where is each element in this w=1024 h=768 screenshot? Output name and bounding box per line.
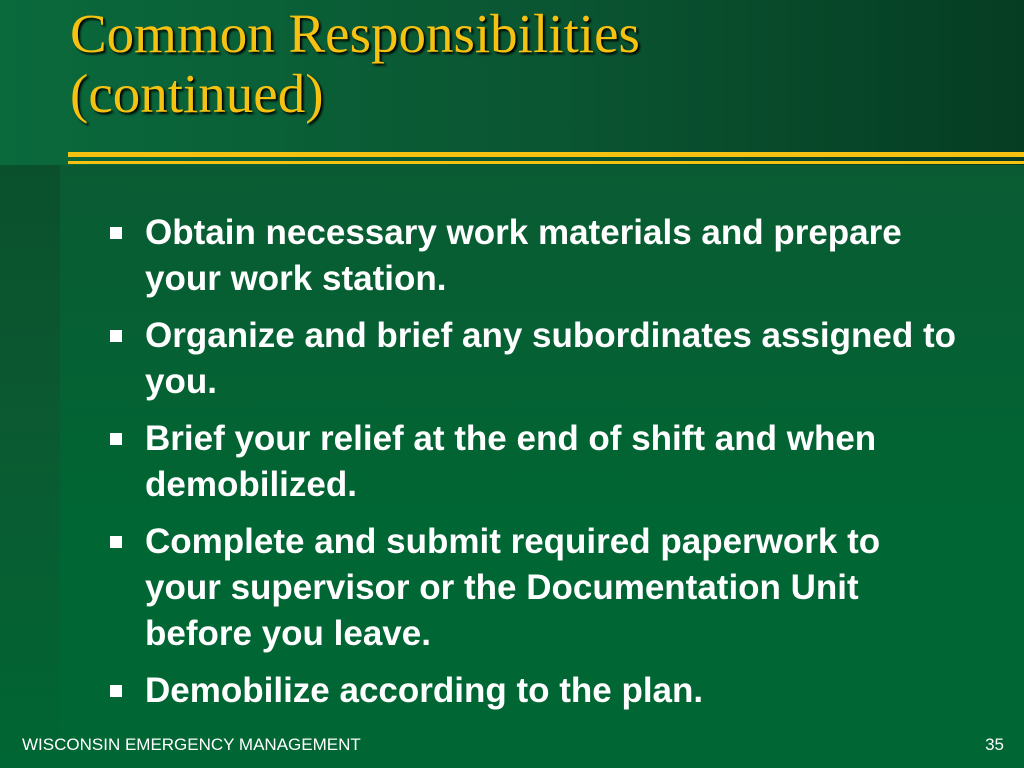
bullet-text: Organize and brief any subordinates assigned to you. xyxy=(145,316,956,401)
bullet-text: Brief your relief at the end of shift and when demobilized. xyxy=(145,419,877,504)
bullet-item xyxy=(108,313,958,405)
page-number: 35 xyxy=(985,735,1004,754)
square-bullet-icon xyxy=(110,227,122,239)
square-bullet-icon xyxy=(110,536,122,548)
bullet-item xyxy=(108,416,958,508)
title-divider-thick xyxy=(68,152,1024,157)
bullet-text: Obtain necessary work materials and prepare your work station. xyxy=(145,213,902,298)
footer-organization: WISCONSIN EMERGENCY MANAGEMENT xyxy=(22,735,361,754)
slide-title-line-2: (continued) xyxy=(70,63,324,124)
bullet-list xyxy=(108,210,958,725)
square-bullet-icon xyxy=(110,330,122,342)
square-bullet-icon xyxy=(110,685,122,697)
title-divider-thin xyxy=(68,161,1024,164)
slide-title xyxy=(70,4,1010,124)
bullet-item xyxy=(108,519,958,657)
bullet-text: Demobilize according to the plan. xyxy=(145,671,704,710)
slide-title-line-1: Common Responsibilities xyxy=(70,3,640,64)
bullet-item xyxy=(108,210,958,302)
square-bullet-icon xyxy=(110,433,122,445)
bullet-text: Complete and submit required paperwork to your supervisor or the Documentation Unit before you leave. xyxy=(145,522,881,653)
bullet-item xyxy=(108,668,958,714)
